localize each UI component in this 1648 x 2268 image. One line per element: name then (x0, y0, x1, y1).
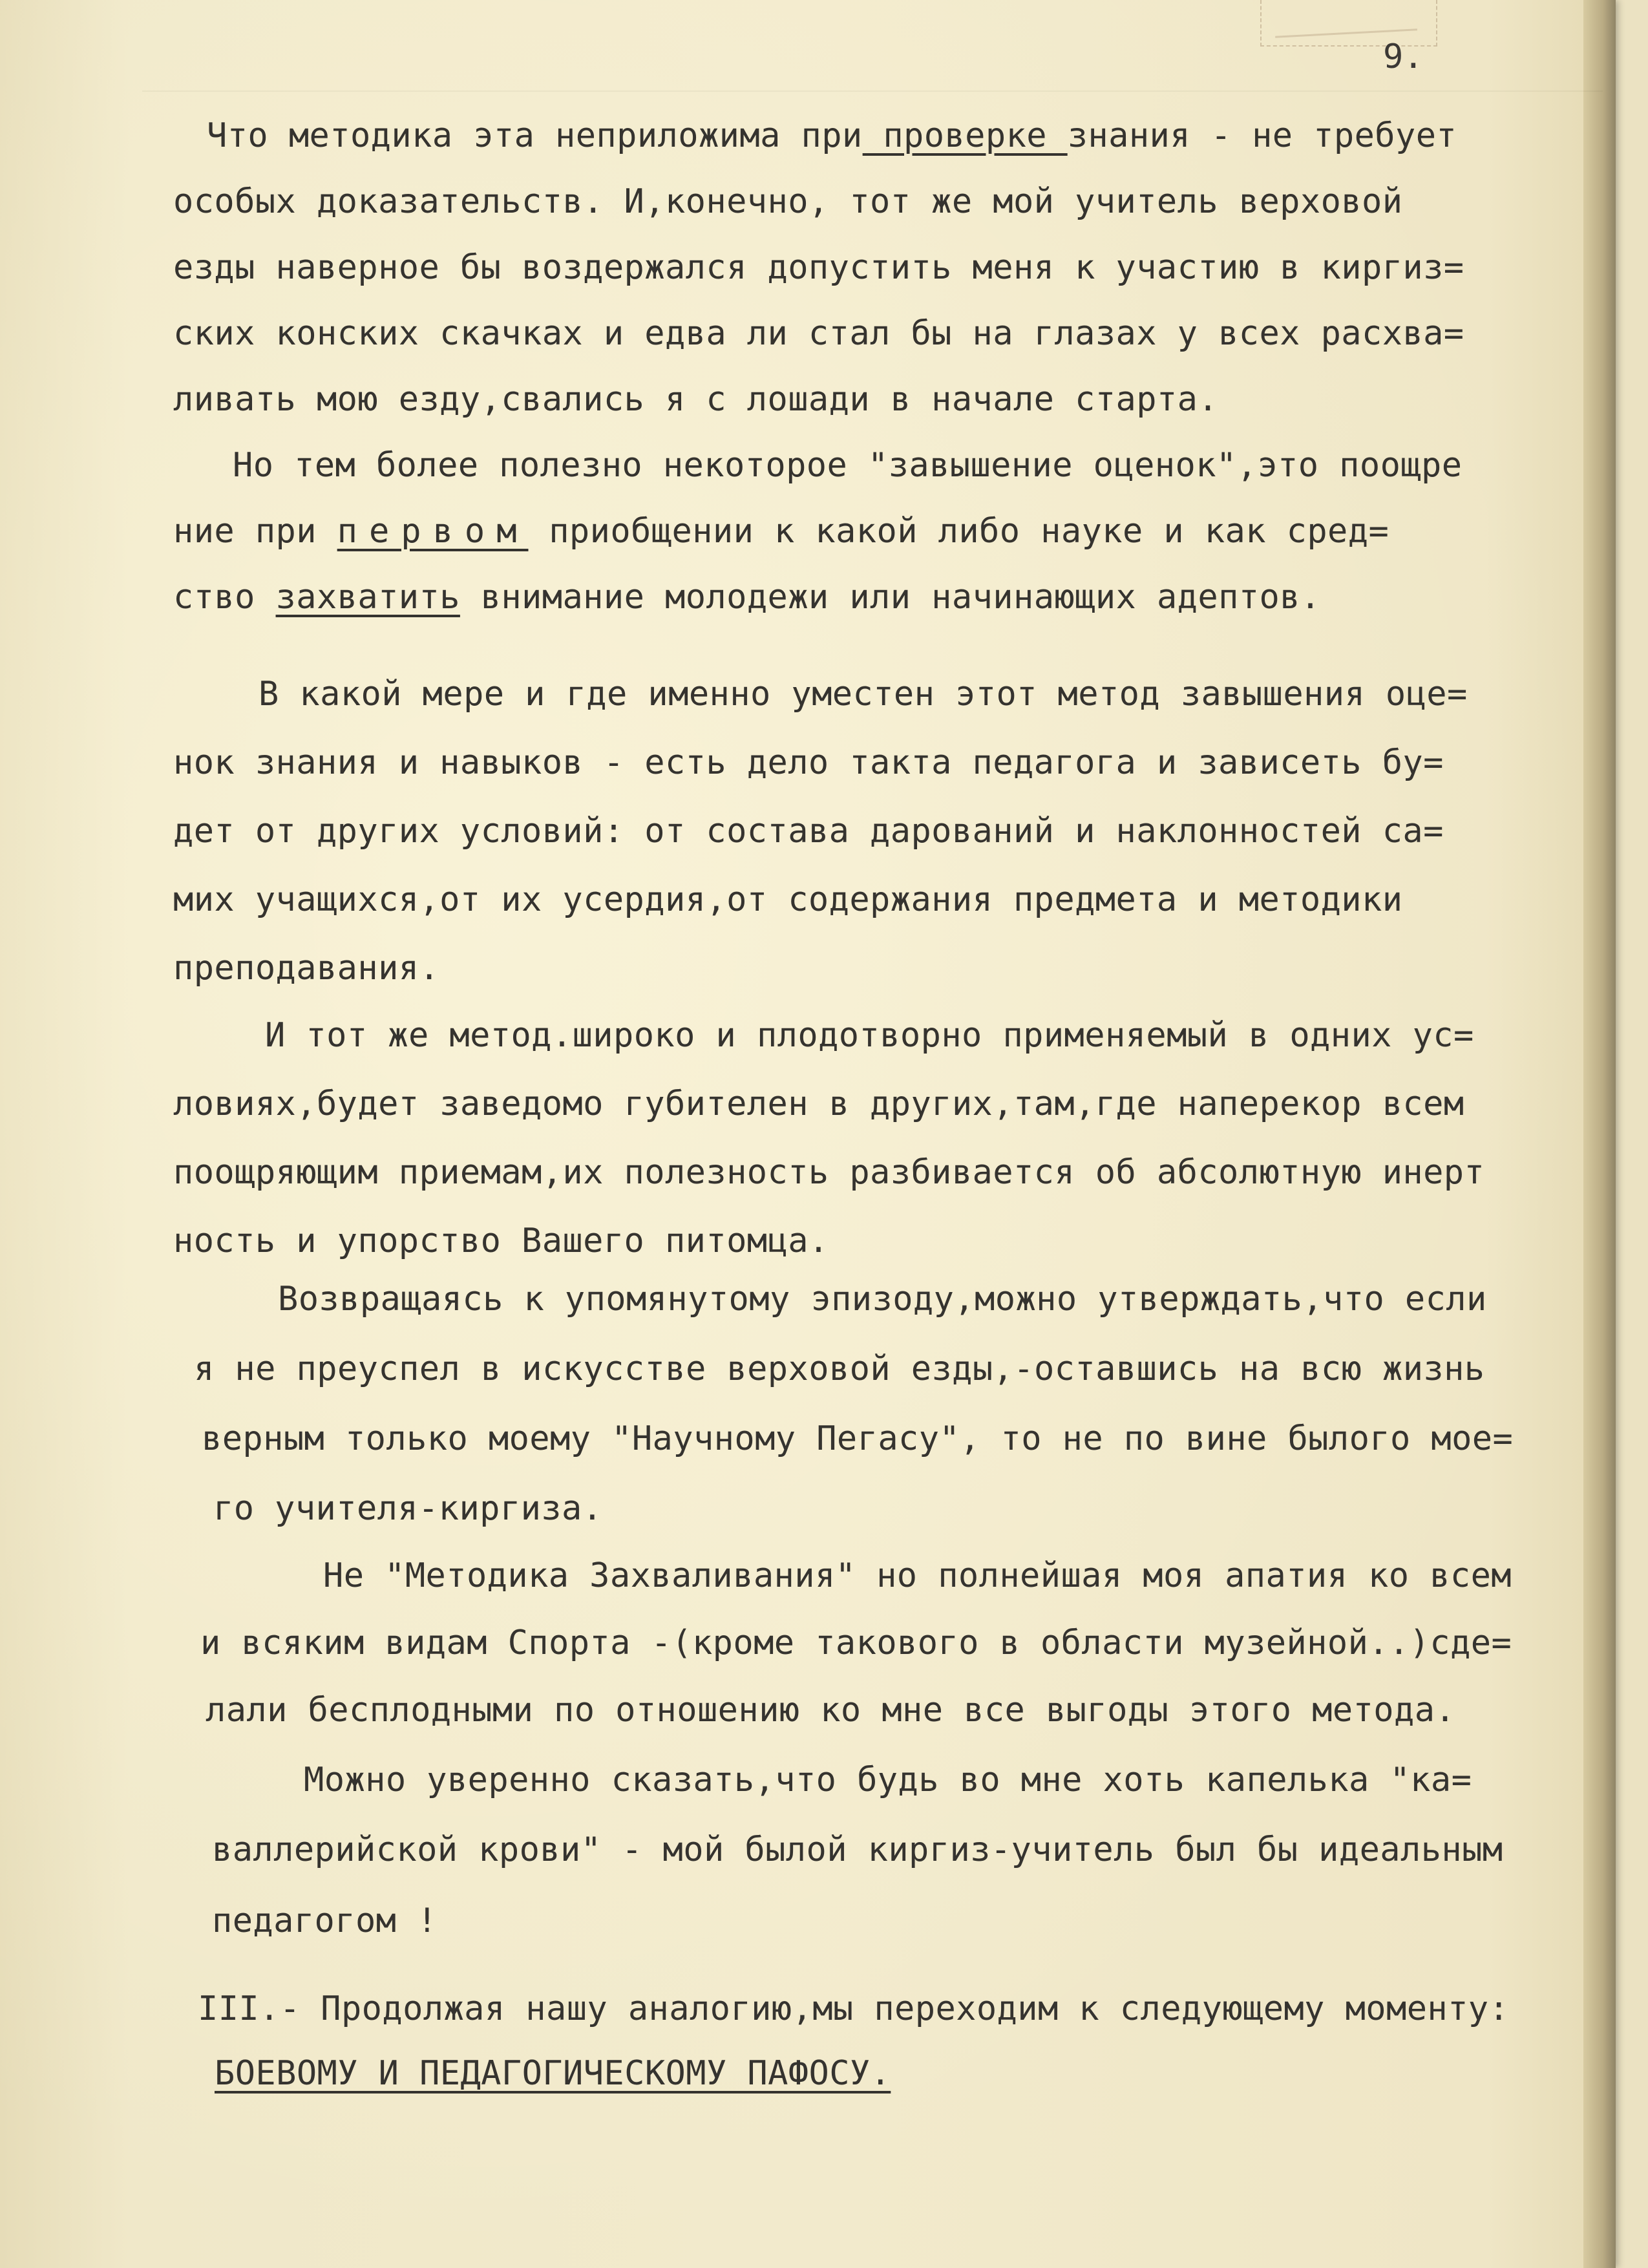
page-number: 9. (1383, 37, 1424, 76)
underlined-word: захватить (275, 578, 460, 617)
text-line-27: педагогом ! (212, 1902, 438, 1940)
text-line-13: преподавания. (173, 949, 440, 988)
text-line-20: верным только моему "Научному Пегасу", то не по вине былого мое= (202, 1419, 1514, 1458)
text-line-23: и всяким видам Спорта -(кроме такового в области музейной..)сде= (200, 1624, 1512, 1662)
text-line-9: В какой мере и где именно уместен этот метод завышения оце= (259, 675, 1468, 714)
bleed-through (142, 90, 1603, 118)
text-line-2: особых доказательств. И,конечно, тот же мой учитель верховой (173, 182, 1403, 221)
text-line-16: поощряющим приемам,их полезность разбивается об абсолютную инерт (173, 1153, 1485, 1192)
text-line-12: мих учащихся,от их усердия,от содержания предмета и методики (173, 880, 1403, 919)
text-line-4: ских конских скачках и едва ли стал бы на глазах у всех расхва= (173, 314, 1464, 353)
underlined-word: первом (337, 512, 529, 551)
text-line-5: ливать мою езду,свались я с лошади в начале старта. (173, 380, 1219, 419)
text-line-24: лали бесплодными по отношению ко мне все выгоды этого метода. (206, 1691, 1456, 1730)
text-line-7: ние при первом приобщении к какой либо науке и как сред= (173, 512, 1389, 551)
section-heading: БОЕВОМУ И ПЕДАГОГИЧЕСКОМУ ПАФОСУ. (215, 2054, 891, 2093)
text-line-6: Но тем более полезно некоторое "завышение оценок",это поощре (233, 446, 1463, 485)
text-line-17: ность и упорство Вашего питомца. (173, 1222, 829, 1260)
text-line-8: ство захватить внимание молодежи или начинающих адептов. (173, 578, 1321, 617)
page-edge (1583, 0, 1616, 2268)
underlined-word: проверке (862, 116, 1068, 155)
text-line-26: валлерийской крови" - мой былой киргиз-учитель был бы идеальным (212, 1830, 1503, 1869)
text-line-22: Не "Методика Захваливания" но полнейшая моя апатия ко всем (323, 1556, 1512, 1595)
text-line-14: И тот же метод.широко и плодотворно применяемый в одних ус= (265, 1016, 1474, 1055)
text-line-11: дет от других условий: от состава дарований и наклонностей са= (173, 812, 1444, 851)
text-line-15: ловиях,будет заведомо губителен в других,там,где наперекор всем (173, 1085, 1464, 1123)
section-heading-intro: III.- Продолжая нашу аналогию,мы переходим к следующему моменту: (198, 1989, 1510, 2028)
text-line-3: езды наверное бы воздержался допустить меня к участию в киргиз= (173, 248, 1464, 287)
text-line-21: го учителя-киргиза. (213, 1489, 603, 1528)
text-line-10: нок знания и навыков - есть дело такта педагога и зависеть бу= (173, 743, 1444, 782)
text-line-25: Можно уверенно сказать,что будь во мне хоть капелька "ка= (304, 1761, 1472, 1799)
text-line-1: Что методика эта неприложима при проверке знания - не требует (207, 116, 1457, 155)
text-line-19: я не преуспел в искусстве верховой езды,-оставшись на всю жизнь (194, 1350, 1485, 1388)
text-line-18: Возвращаясь к упомянутому эпизоду,можно утверждать,что если (278, 1280, 1487, 1319)
